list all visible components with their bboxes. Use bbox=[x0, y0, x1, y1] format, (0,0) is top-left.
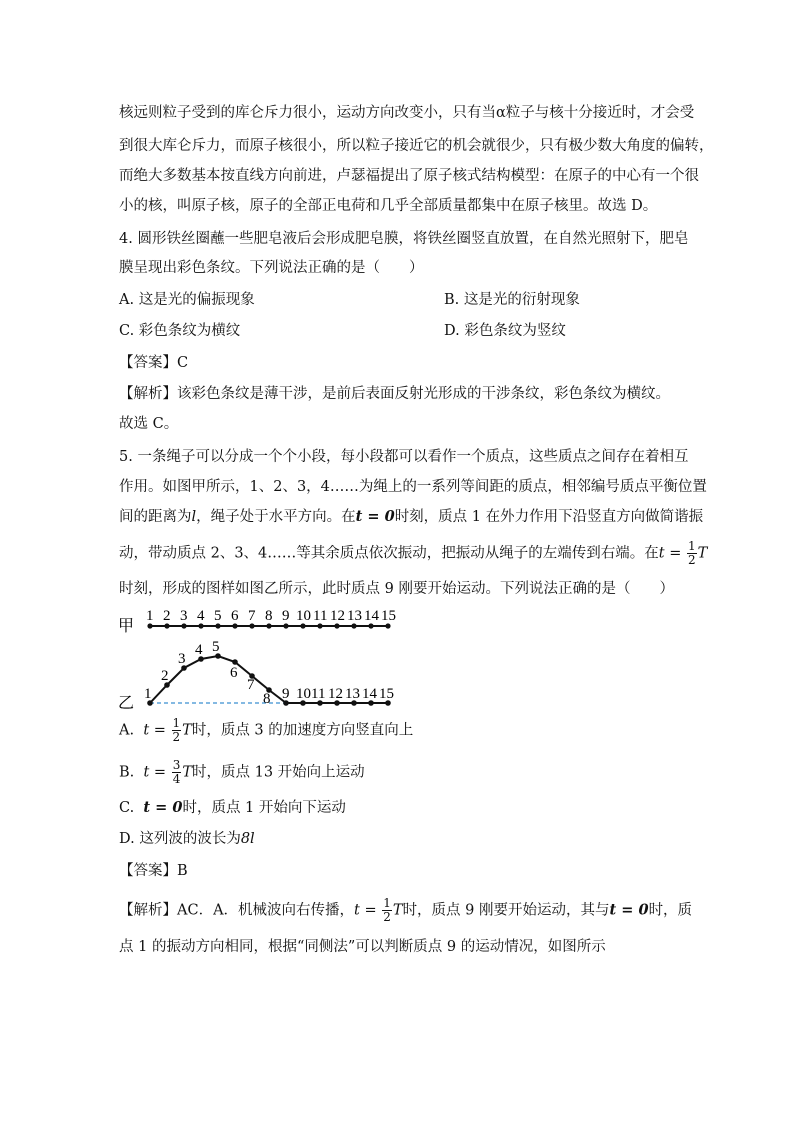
q4-stem-line: 膜呈现出彩色条纹。下列说法正确的是（ ） bbox=[119, 260, 424, 276]
point-label: 14 bbox=[364, 608, 379, 624]
point-label: 3 bbox=[178, 651, 186, 667]
rope-point bbox=[385, 623, 390, 628]
q5-stem-line: 时刻，形成的图样如图乙所示，此时质点 9 刚要开始运动。下列说法正确的是（ ） bbox=[119, 581, 674, 597]
point-label: 5 bbox=[214, 608, 222, 624]
q5-analysis-line: 点 1 的振动方向相同，根据“同侧法”可以判断质点 9 的运动情况，如图所示 bbox=[119, 939, 606, 955]
fraction: $\frac{1}{2}$ bbox=[172, 716, 181, 744]
rope-figure bbox=[116, 604, 416, 714]
q5-analysis-line: 【解析】AC．A．机械波向右传播，t = $\frac{1}{2}$ T时，质点 9 刚要开始运动，其与t = 0时，质 bbox=[119, 896, 693, 924]
point-label: 14 bbox=[362, 686, 377, 702]
analysis-line: 小的核，叫原子核，原子的全部正电荷和几乎全部质量都集中在原子核里。故选 D。 bbox=[119, 198, 658, 214]
rope-yi-numbers bbox=[144, 639, 394, 707]
rope-point bbox=[266, 623, 271, 628]
rope-point bbox=[300, 623, 305, 628]
point-label: 2 bbox=[161, 668, 169, 684]
q5-option-c: C. t = 0时，质点 1 开始向下运动 bbox=[119, 799, 346, 816]
point-label: 13 bbox=[347, 608, 362, 624]
point-label: 4 bbox=[195, 642, 203, 658]
point-label: 1 bbox=[144, 686, 152, 702]
rope-point bbox=[232, 659, 238, 665]
point-label: 7 bbox=[248, 608, 256, 624]
analysis-line: 而绝大多数基本按直线方向前进，卢瑟福提出了原子核式结构模型：在原子的中心有一个很 bbox=[119, 168, 699, 184]
rope-point bbox=[334, 623, 339, 628]
q4-analysis-line: 故选 C。 bbox=[119, 416, 179, 432]
q5-answer: 【答案】B bbox=[119, 863, 188, 879]
point-label: 12 bbox=[330, 608, 345, 624]
fraction: $\frac{1}{2}$ bbox=[383, 896, 391, 924]
point-label: 12 bbox=[328, 686, 343, 702]
analysis-line: 核远则粒子受到的库仑斥力很小，运动方向改变小，只有当α粒子与核十分接近时，才会受 bbox=[119, 105, 695, 121]
point-label: 3 bbox=[180, 608, 188, 624]
rope-point bbox=[181, 623, 186, 628]
point-label: 15 bbox=[379, 686, 394, 702]
point-label: 6 bbox=[230, 665, 238, 681]
rope-point bbox=[317, 623, 322, 628]
rope-jia-points bbox=[147, 623, 390, 628]
q5-stem-line: 5. 一条绳子可以分成一个个小段，每小段都可以看作一个质点，这些质点之间存在着相互 bbox=[119, 449, 689, 465]
rope-point bbox=[147, 623, 152, 628]
analysis-line: 到很大库仑斥力，而原子核很小，所以粒子接近它的机会就很少，只有极少数大角度的偏转， bbox=[119, 138, 714, 154]
point-label: 15 bbox=[381, 608, 396, 624]
q4-option-c: C. 彩色条纹为横纹 bbox=[119, 323, 241, 339]
q5-option-a: A. t = $\frac{1}{2}$ T时，质点 3 的加速度方向竖直向上 bbox=[119, 716, 414, 744]
q5-stem-line: 间的距离为l，绳子处于水平方向。在t = 0时刻，质点 1 在外力作用下沿竖直方向做简谐振 bbox=[119, 508, 704, 525]
q5-stem-line: 作用。如图甲所示，1、2、3，4……为绳上的一系列等间距的质点，相邻编号质点平衡位置 bbox=[119, 479, 707, 495]
point-label: 7 bbox=[247, 677, 255, 693]
point-label: 4 bbox=[197, 608, 205, 624]
point-label: 10 bbox=[296, 686, 311, 702]
rope-point bbox=[215, 623, 220, 628]
q4-option-b: B. 这是光的衍射现象 bbox=[444, 292, 580, 308]
fraction: $\frac{3}{4}$ bbox=[172, 758, 181, 786]
point-label: 11 bbox=[311, 686, 326, 702]
point-label: 13 bbox=[345, 686, 360, 702]
fig-jia-label: 甲 bbox=[118, 618, 135, 635]
q4-option-a: A. 这是光的偏振现象 bbox=[119, 292, 255, 308]
fig-yi-label: 乙 bbox=[118, 695, 135, 712]
point-label: 9 bbox=[282, 686, 290, 702]
rope-point bbox=[249, 623, 254, 628]
q5-stem-line: 动，带动质点 2、3、4……等其余质点依次振动，把振动从绳子的左端传到右端。在t = $\frac{1}{2}$ T bbox=[119, 539, 708, 567]
rope-point bbox=[232, 623, 237, 628]
point-label: 11 bbox=[313, 608, 328, 624]
q5-option-d: D. 这列波的波长为8l bbox=[119, 831, 255, 847]
q4-stem-line: 4. 圆形铁丝圈蘸一些肥皂液后会形成肥皂膜，将铁丝圈竖直放置，在自然光照射下，肥皂 bbox=[119, 231, 689, 247]
q4-analysis-line: 【解析】该彩色条纹是薄干涉，是前后表面反射光形成的干涉条纹，彩色条纹为横纹。 bbox=[119, 386, 670, 402]
point-label: 10 bbox=[296, 608, 311, 624]
point-label: 8 bbox=[263, 691, 271, 707]
q4-answer: 【答案】C bbox=[119, 355, 189, 371]
rope-point bbox=[283, 623, 288, 628]
q5-option-b: B. t = $\frac{3}{4}$ T时，质点 13 开始向上运动 bbox=[119, 758, 365, 786]
rope-point bbox=[164, 623, 169, 628]
point-label: 5 bbox=[212, 639, 220, 655]
rope-point bbox=[198, 623, 203, 628]
rope-point bbox=[368, 623, 373, 628]
rope-jia-numbers bbox=[146, 608, 396, 624]
point-label: 6 bbox=[231, 608, 239, 624]
fraction: $\frac{1}{2}$ bbox=[688, 539, 696, 567]
rope-point bbox=[351, 623, 356, 628]
q4-option-d: D. 彩色条纹为竖纹 bbox=[444, 323, 566, 339]
point-label: 9 bbox=[282, 608, 290, 624]
point-label: 8 bbox=[265, 608, 273, 624]
point-label: 1 bbox=[146, 608, 154, 624]
point-label: 2 bbox=[163, 608, 171, 624]
